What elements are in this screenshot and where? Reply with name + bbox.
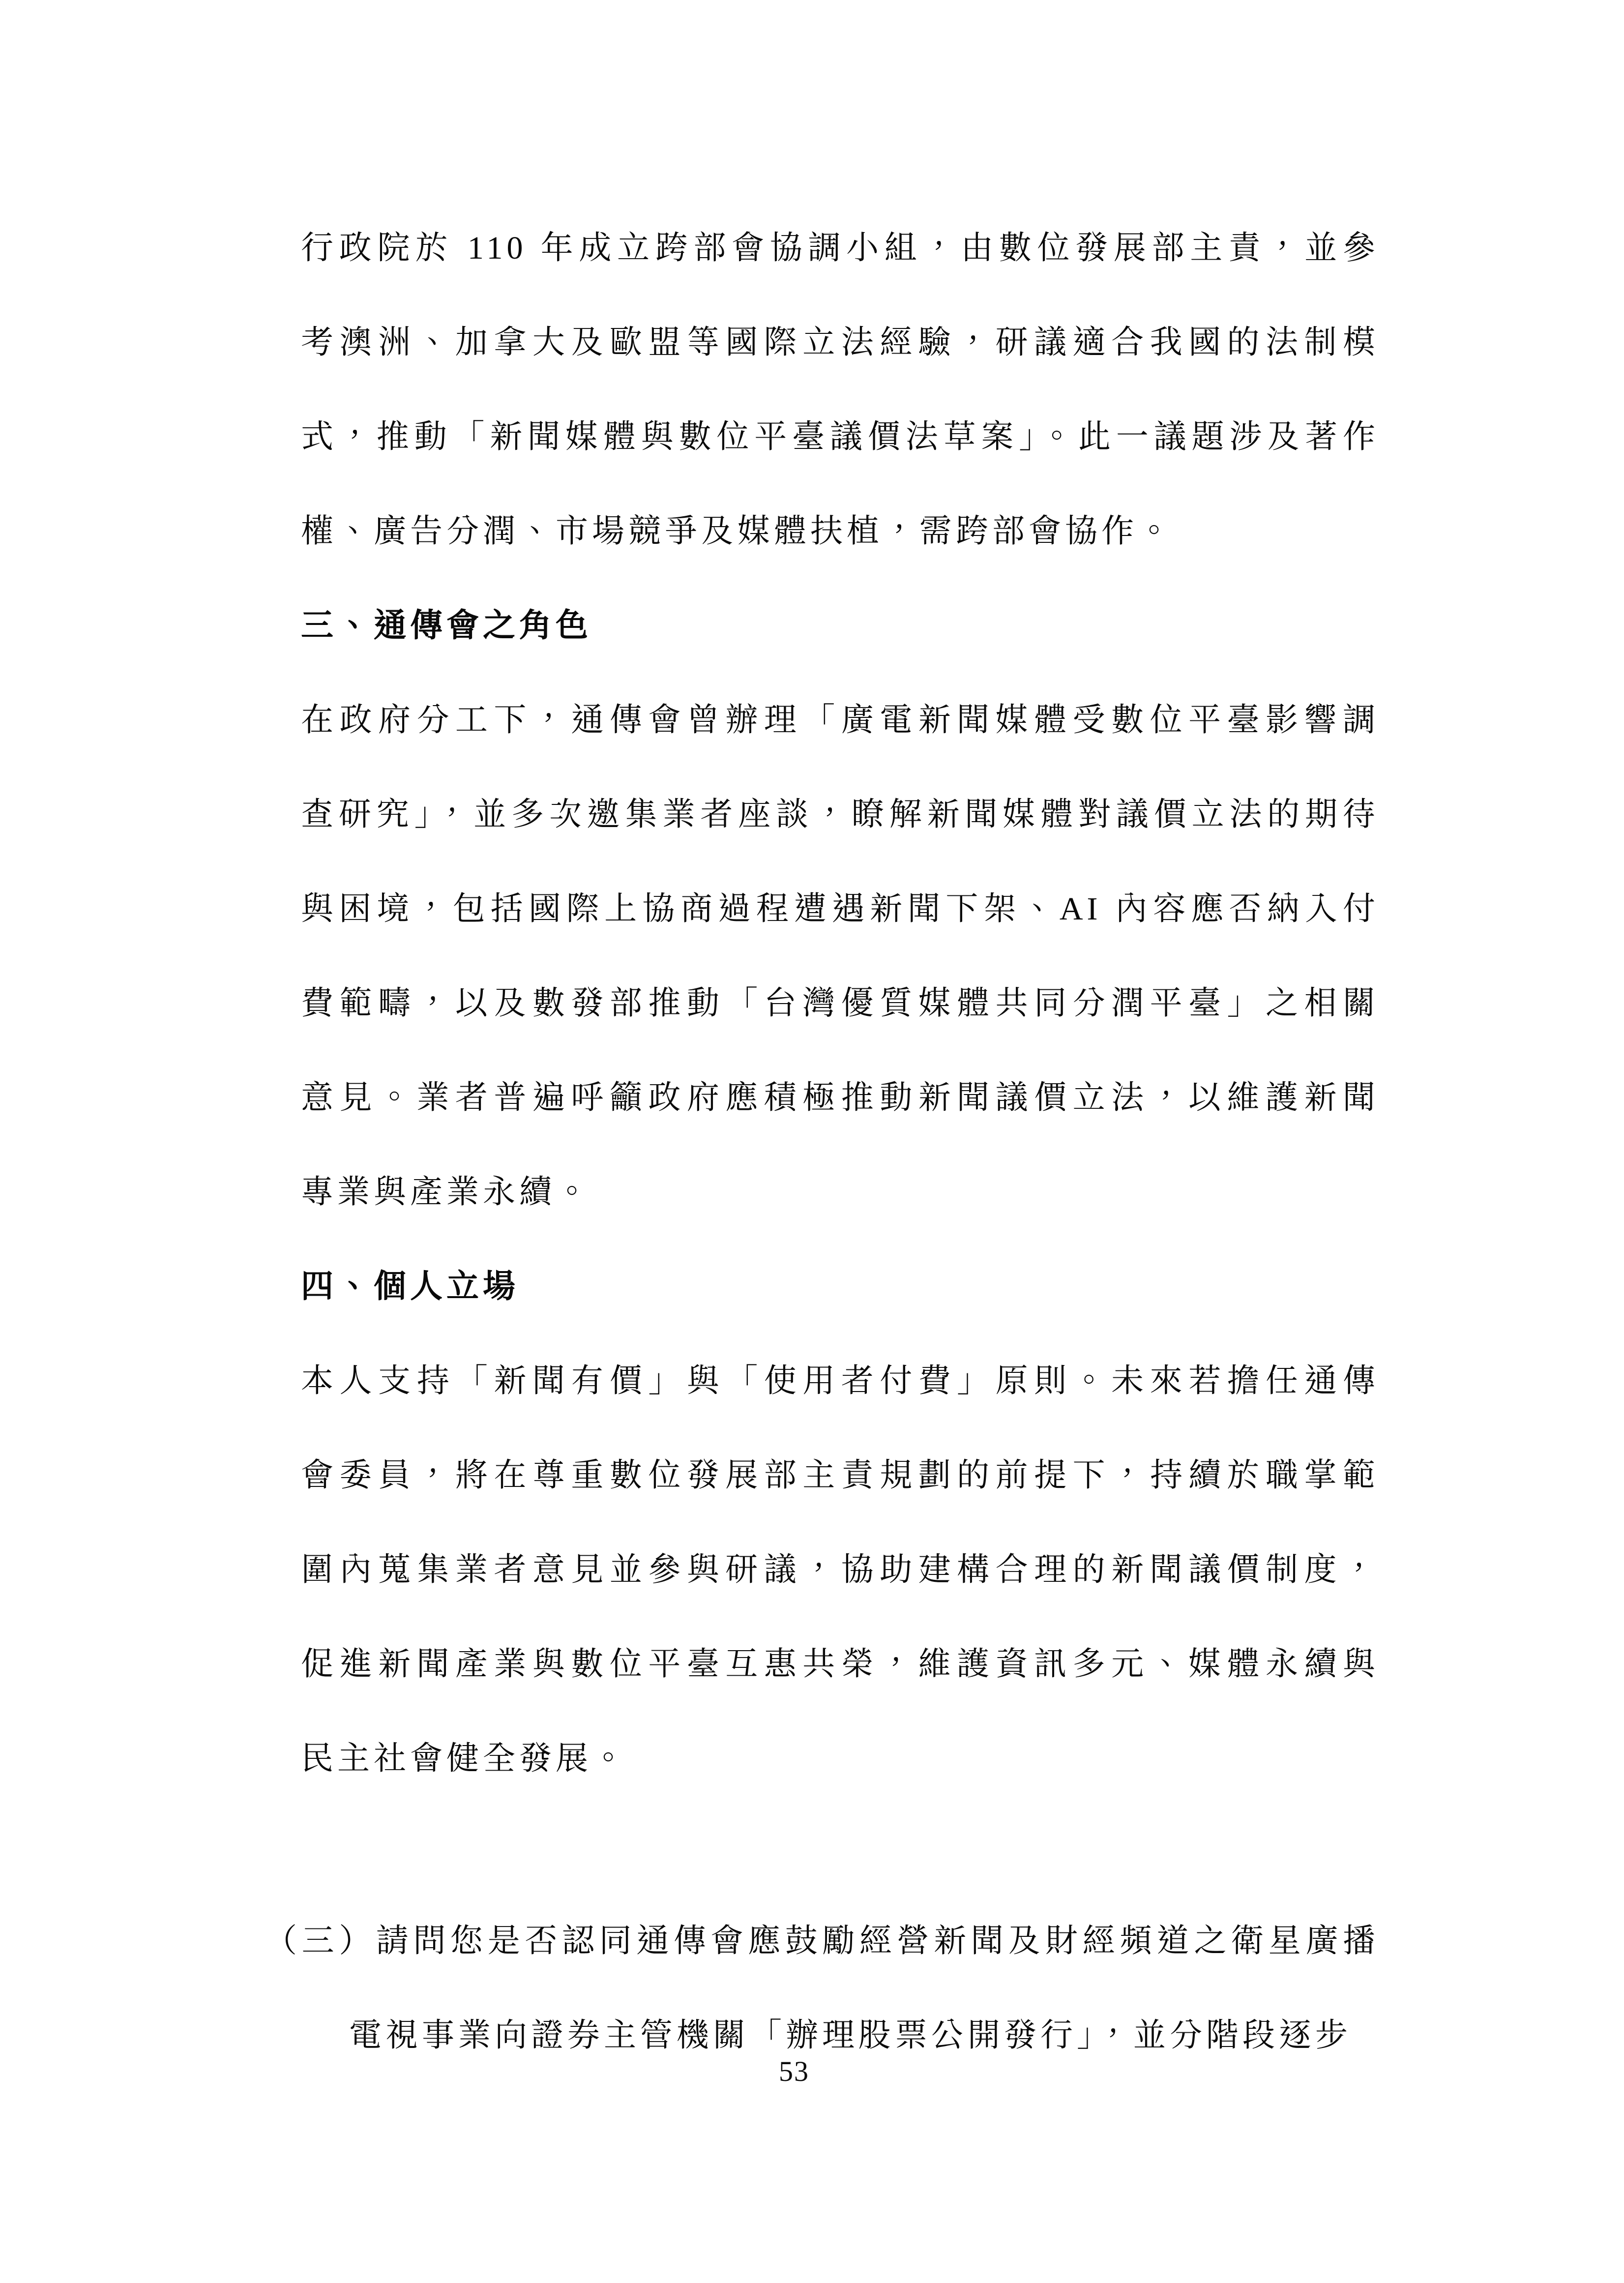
section4-heading: 四、個人立場 — [301, 1269, 519, 1305]
text-line: 意見。業者普遍呼籲政府應積極推動新聞議價立法，以維護新聞 — [301, 1080, 1379, 1116]
text-line: 行政院於 110 年成立跨部會協調小組，由數位發展部主責，並參 — [301, 230, 1379, 266]
text-line: 民主社會健全發展。 — [301, 1741, 628, 1777]
question3-block — [265, 1894, 1379, 2083]
text-line: 電視事業向證券主管機關「辦理股票公開發行」，並分階段逐步 — [349, 2017, 1352, 2053]
text-line: 查研究」，並多次邀集業者座談，瞭解新聞媒體對議價立法的期待 — [301, 797, 1379, 832]
text-line: 考澳洲、加拿大及歐盟等國際立法經驗，研議適合我國的法制模 — [301, 325, 1379, 360]
text-line: 本人支持「新聞有價」與「使用者付費」原則。未來若擔任通傳 — [301, 1363, 1379, 1399]
text-line: 專業與產業永續。 — [301, 1174, 592, 1210]
text-line: 費範疇，以及數發部推動「台灣優質媒體共同分潤平臺」之相關 — [301, 985, 1379, 1021]
text-line: 促進新聞產業與數位平臺互惠共榮，維護資訊多元、媒體永續與 — [301, 1646, 1379, 1682]
text-line: 式，推動「新聞媒體與數位平臺議價法草案」。此一議題涉及著作 — [301, 419, 1379, 455]
text-line: 在政府分工下，通傳會曾辦理「廣電新聞媒體受數位平臺影響調 — [301, 702, 1379, 738]
text-line: （三）請問您是否認同通傳會應鼓勵經營新聞及財經頻道之衛星廣播 — [265, 1923, 1379, 1959]
main-text-block — [301, 201, 1379, 1806]
text-line: 權、廣告分潤、市場競爭及媒體扶植，需跨部會協作。 — [301, 513, 1174, 549]
text-line: 圍內蒐集業者意見並參與研議，協助建構合理的新聞議價制度， — [301, 1552, 1379, 1588]
section3-heading: 三、通傳會之角色 — [301, 608, 592, 644]
page-number: 53 — [779, 2055, 809, 2087]
text-line: 與困境，包括國際上協商過程遭遇新聞下架、AI 內容應否納入付 — [301, 891, 1379, 927]
text-line: 會委員，將在尊重數位發展部主責規劃的前提下，持續於職掌範 — [301, 1457, 1379, 1493]
